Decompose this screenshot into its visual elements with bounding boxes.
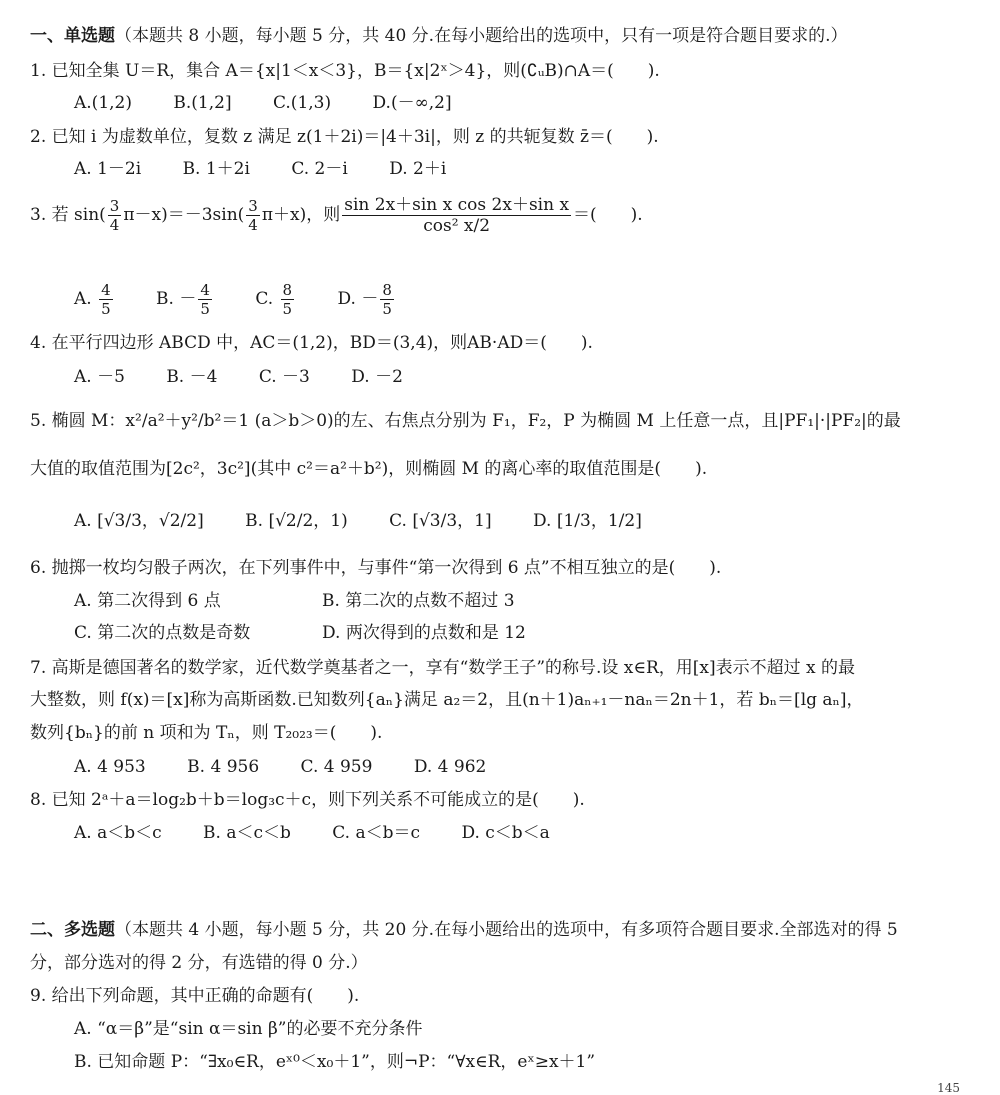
section2-desc-line2: 分，部分选对的得 2 分，有选错的得 0 分.） [30, 953, 368, 973]
q5-stem-line1: 5. 椭圆 M：x²/a²＋y²/b²＝1 (a＞b＞0)的左、右焦点分别为 F₁，F₂，P 为椭圆 M 上任意一点，且|PF₁|·|PF₂|的最 [30, 411, 901, 431]
q4-stem: 4. 在平行四边形 ABCD 中，AC＝(1,2)，BD＝(3,4)，则AB·AD＝( ). [30, 333, 593, 353]
q3-options [74, 276, 432, 322]
q3-suffix: ＝( ). [573, 205, 643, 225]
q8-option-a: A. a＜b＜c [74, 823, 162, 843]
q4-options [74, 366, 439, 388]
q8-option-b: B. a＜c＜b [203, 823, 291, 843]
q8-stem: 8. 已知 2ᵃ＋a＝log₂b＋b＝log₃c＋c，则下列关系不可能成立的是( ). [30, 790, 585, 810]
q5-option-c: C. [√3/3，1] [389, 511, 492, 531]
section2-title: 二、多选题 [30, 920, 115, 940]
q5-option-b: B. [√2/2，1) [245, 511, 348, 531]
q3-option-d: D. － $\frac{8}{5}$ [337, 281, 392, 318]
q1-option-b: B.(1,2] [173, 93, 232, 113]
q9-option-a: A. “α＝β”是“sin α＝sin β”的必要不充分条件 [74, 1019, 423, 1039]
q3-frac-1: $\frac{3}{4}$ [109, 197, 120, 234]
q1-option-c: C.(1,3) [273, 93, 332, 113]
q5-options [74, 510, 678, 532]
section2-heading [30, 919, 898, 941]
q1-option-a: A.(1,2) [74, 93, 132, 113]
q5-option-d: D. [1/3，1/2] [533, 511, 642, 531]
page-number: 145 [937, 1081, 960, 1095]
q3-prefix: 3. 若 sin( [30, 205, 106, 225]
q7-stem-line3: 数列{bₙ}的前 n 项和为 Tₙ，则 T₂₀₂₃＝( ). [30, 723, 383, 743]
q3-mid2: π＋x)，则 [261, 205, 341, 225]
q2-options [74, 158, 482, 180]
q2-option-c: C. 2－i [291, 159, 348, 179]
q7-option-c: C. 4 959 [300, 757, 373, 777]
q2-option-b: B. 1＋2i [182, 159, 250, 179]
q2-option-d: D. 2＋i [389, 159, 447, 179]
q9-option-b: B. 已知命题 P：“∃x₀∈R，eˣ⁰＜x₀＋1”，则¬P：“∀x∈R，eˣ≥x＋1” [74, 1052, 596, 1072]
q6-option-d: D. 两次得到的点数和是 12 [322, 623, 526, 643]
q6-options-row1 [74, 590, 515, 612]
q2-stem: 2. 已知 i 为虚数单位，复数 z 满足 z(1＋2i)＝|4＋3i|，则 z 的共轭复数 z̄＝( ). [30, 127, 659, 147]
q3-frac-2: $\frac{3}{4}$ [248, 197, 258, 234]
q6-stem: 6. 抛掷一枚均匀骰子两次，在下列事件中，与事件“第一次得到 6 点”不相互独立的是( ). [30, 558, 722, 578]
q8-option-d: D. c＜b＜a [461, 823, 550, 843]
q8-option-c: C. a＜b＝c [332, 823, 421, 843]
q6-option-c: C. 第二次的点数是奇数 [74, 623, 251, 643]
q7-stem-line1: 7. 高斯是德国著名的数学家，近代数学奠基者之一，享有“数学王子”的称号.设 x∈R，用[x]表示不超过 x 的最 [30, 658, 856, 678]
q5-stem-line2: 大值的取值范围为[2c²，3c²](其中 c²＝a²＋b²)，则椭圆 M 的离心率的取值范围是( ). [30, 459, 708, 479]
q4-option-b: B. －4 [166, 367, 218, 387]
q1-option-d: D.(－∞,2] [372, 93, 452, 113]
q4-option-c: C. －3 [258, 367, 310, 387]
section1-desc: （本题共 8 小题，每小题 5 分，共 40 分.在每小题给出的选项中，只有一项是符合题目要求的.） [115, 26, 848, 46]
q1-options [74, 92, 488, 114]
q6-options-row2 [74, 622, 526, 644]
section2-desc-line1: （本题共 4 小题，每小题 5 分，共 20 分.在每小题给出的选项中，有多项符合题目要求.全部选对的得 5 [115, 920, 898, 940]
q6-option-a: A. 第二次得到 6 点 [74, 591, 221, 611]
q7-option-a: A. 4 953 [74, 757, 146, 777]
section1-heading [30, 25, 848, 47]
q5-option-a: A. [√3/3，√2/2] [74, 511, 204, 531]
q7-option-d: D. 4 962 [413, 757, 487, 777]
q1-stem: 1. 已知全集 U＝R，集合 A＝{x|1＜x＜3}，B＝{x|2ˣ＞4}，则(∁ᵤB)∩A＝( ). [30, 61, 660, 81]
q3-mid1: π－x)＝－3sin( [123, 205, 245, 225]
q3-option-c: C. $\frac{8}{5}$ [255, 281, 293, 318]
q4-option-a: A. －5 [74, 367, 125, 387]
q3-big-frac: $\frac{\text{sin 2x＋sin x cos 2x＋sin x}}{\text{cos² x/2}}$ [344, 195, 570, 236]
q3-option-a: A. $\frac{4}{5}$ [74, 281, 111, 318]
q8-options [74, 822, 586, 844]
q2-option-a: A. 1－2i [74, 159, 142, 179]
q3-option-b: B. － $\frac{4}{5}$ [156, 281, 210, 318]
q7-option-b: B. 4 956 [187, 757, 260, 777]
q9-stem: 9. 给出下列命题，其中正确的命题有( ). [30, 986, 360, 1006]
q7-options [74, 756, 522, 778]
q4-option-d: D. －2 [351, 367, 403, 387]
q3-stem [30, 192, 643, 238]
q7-stem-line2: 大整数，则 f(x)＝[x]称为高斯函数.已知数列{aₙ}满足 a₂＝2，且(n＋1)aₙ₊₁－naₙ＝2n＋1，若 bₙ＝[lg aₙ]， [30, 690, 864, 710]
q6-option-b: B. 第二次的点数不超过 3 [322, 591, 515, 611]
section1-title: 一、单选题 [30, 26, 115, 46]
